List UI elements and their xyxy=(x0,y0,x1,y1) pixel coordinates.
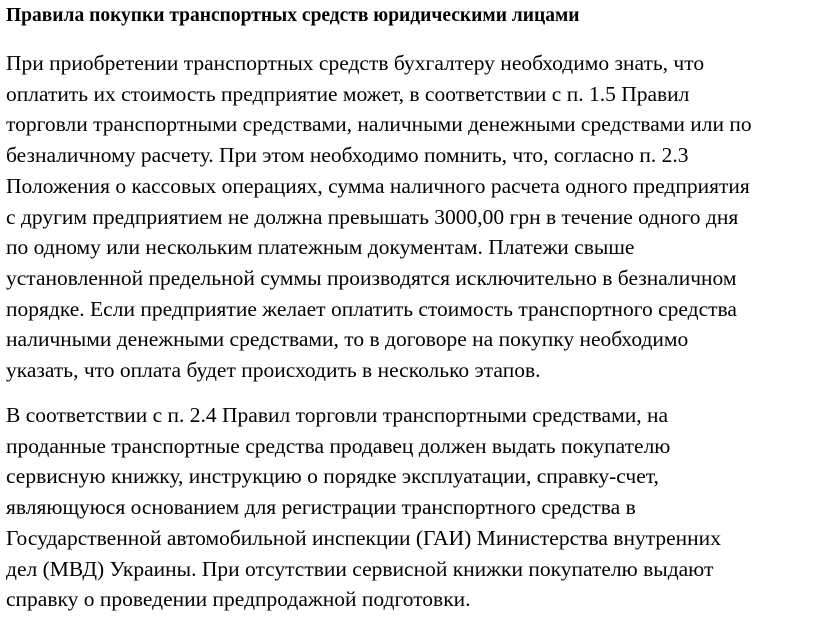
paragraph-line: Государственной автомобильной инспекции (ГАИ) Министерства внутренних xyxy=(6,525,721,550)
document-title: Правила покупки транспортных средств юридическими лицами xyxy=(6,5,580,26)
paragraph-line: с другим предприятием не должна превышать 3000,00 грн в течение одного дня xyxy=(6,204,739,229)
paragraph-line: наличными денежными средствами, то в договоре на покупку необходимо xyxy=(6,327,689,352)
paragraph-line: установленной предельной суммы производятся исключительно в безналичном xyxy=(6,265,737,290)
paragraph-line: Положения о кассовых операциях, сумма наличного расчета одного предприятия xyxy=(6,173,750,198)
paragraph-line: указать, что оплата будет происходить в несколько этапов. xyxy=(6,358,541,383)
paragraph-line: При приобретении транспортных средств бухгалтеру необходимо знать, что xyxy=(6,51,705,75)
paragraph-line: В соответствии с п. 2.4 Правил торговли транспортными средствами, на xyxy=(6,403,669,427)
paragraph-line: справку о проведении предпродажной подготовки. xyxy=(6,587,471,612)
paragraph-line: являющуюся основанием для регистрации транспортного средства в xyxy=(6,495,636,520)
paragraph-line: проданные транспортные средства продавец должен выдать покупателю xyxy=(6,433,671,458)
paragraph-line: порядке. Если предприятие желает оплатить стоимость транспортного средства xyxy=(6,296,737,321)
paragraph-line: оплатить их стоимость предприятие может, в соответствии с п. 1.5 Правил xyxy=(6,81,690,106)
paragraph-line: по одному или нескольким платежным документам. Платежи свыше xyxy=(6,235,635,260)
paragraph-line: дел (МВД) Украины. При отсутствии сервисной книжки покупателю выдают xyxy=(6,556,714,581)
paragraph-line: сервисную книжку, инструкцию о порядке эксплуатации, справку-счет, xyxy=(6,464,659,489)
paragraph-payment-rules xyxy=(6,48,752,386)
paragraph-service-documents xyxy=(6,400,721,615)
paragraph-line: торговли транспортными средствами, наличными денежными средствами или по xyxy=(6,112,752,137)
paragraph-line: безналичному расчету. При этом необходимо помнить, что, согласно п. 2.3 xyxy=(6,143,689,168)
